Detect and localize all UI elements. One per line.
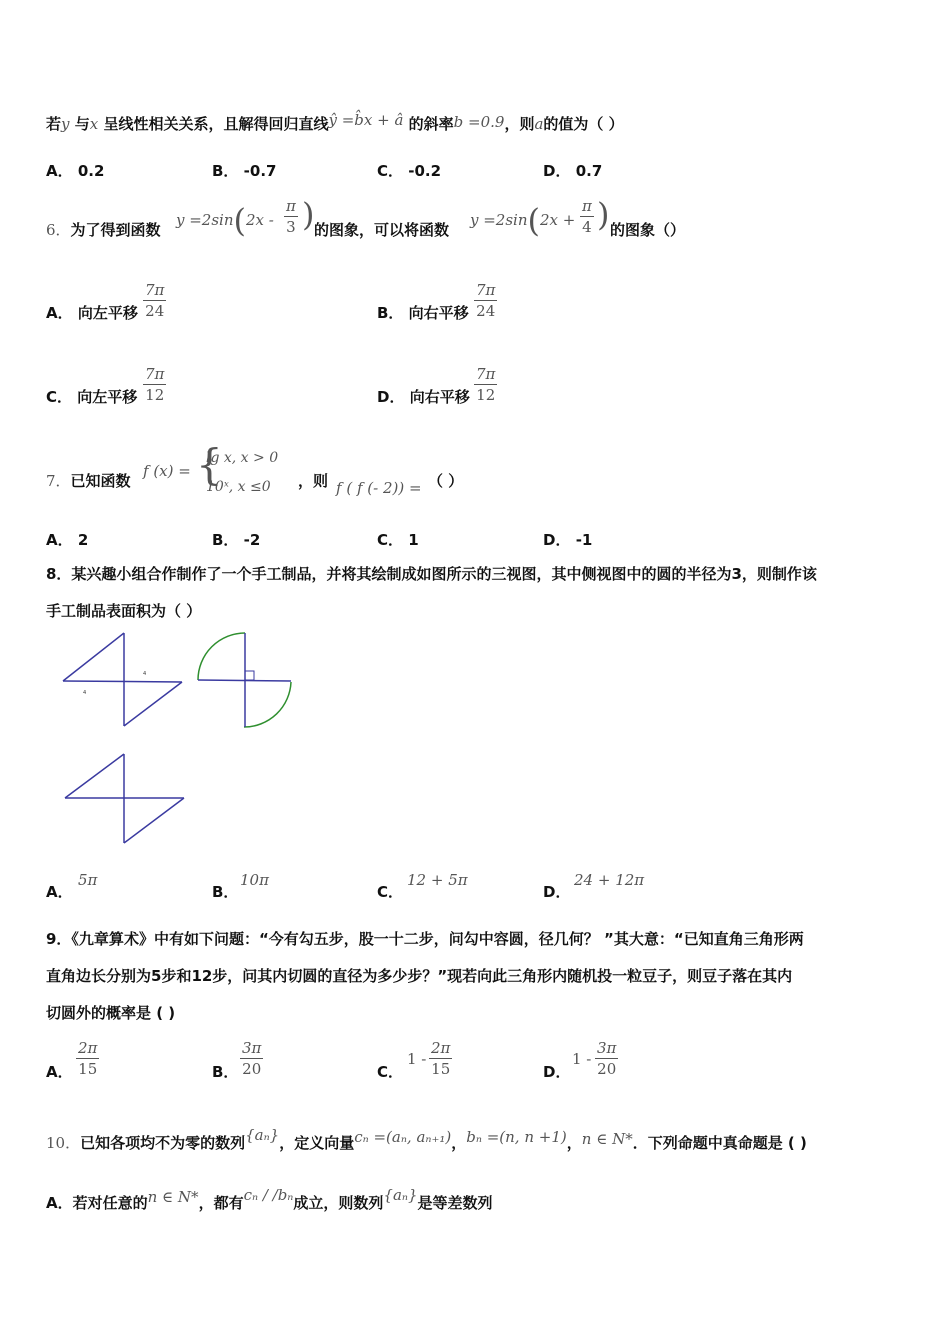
q6-option-a-fraction: $\frac{7\pi}{24}$ <box>145 281 165 320</box>
q5-text-4: 的斜率 <box>408 115 454 133</box>
q6-option-b-fraction: $\frac{7\pi}{24}$ <box>476 281 496 320</box>
q6-func1-fraction: $\frac{\pi}{3}$ <box>286 197 296 236</box>
q10-vector-c: cₙ =(aₙ, aₙ₊₁) <box>354 1128 452 1146</box>
q10-text-1: 已知各项均不为零的数列 <box>80 1134 246 1152</box>
q5-text-6: 的值为（ ） <box>543 115 624 133</box>
q7-expression: f ( f (- 2)) = <box>336 479 422 497</box>
q8-stem-line-2: 手工制品表面积为（ ） <box>46 602 202 620</box>
front-view <box>63 633 182 726</box>
q6-text-1: 为了得到函数 <box>70 221 161 239</box>
q9-stem-line-2: 直角边长分别为5步和12步，问其内切圆的直径为多少步？”现若向此三角形内随机投一粒豆子，则豆子落在其内 <box>46 967 793 985</box>
q8-option-a[interactable]: A． <box>46 883 73 901</box>
regression-equation: ŷ =b̂x + â <box>328 111 404 129</box>
q6-text-2: 的图象，可以将函数 <box>314 221 450 239</box>
top-view <box>65 754 184 843</box>
q9-option-d-prefix: 1 - <box>572 1050 592 1068</box>
q5-option-d[interactable]: D． 0.7 <box>543 162 603 180</box>
q7-text-2: ，则 <box>298 472 329 490</box>
q10-stem: 10．已知各项均不为零的数列{aₙ}，定义向量cₙ =(aₙ, aₙ₊₁)，bₙ =(n, n +1)，n ∈ N*．下列命题中真命题是 ( ) <box>46 1126 807 1152</box>
q7-option-a[interactable]: A． 2 <box>46 531 89 549</box>
q6-stem <box>46 220 161 240</box>
q6-func2-fraction: $\frac{\pi}{4}$ <box>582 197 592 236</box>
q5-option-a[interactable]: A． 0.2 <box>46 162 105 180</box>
q7-option-d[interactable]: D． -1 <box>543 531 593 549</box>
var-a: a <box>534 115 544 133</box>
q8-option-c-value: 12 + 5π <box>407 871 468 889</box>
q9-option-d[interactable]: D． <box>543 1063 571 1081</box>
q5-option-c[interactable]: C． -0.2 <box>377 162 442 180</box>
q10-text-3: ．下列命题中真命题是 ( ) <box>632 1134 807 1152</box>
q10-option-a[interactable]: A．若对任意的n ∈ N*，都有cₙ / /bₙ成立，则数列{aₙ}是等差数列 <box>46 1186 493 1212</box>
q5-text-3: 呈线性相关关系，且解得回归直线 <box>103 115 329 133</box>
q6-option-b[interactable]: B． 向右平移 <box>377 304 469 322</box>
q9-option-c-prefix: 1 - <box>407 1050 427 1068</box>
q8-option-a-value: 5π <box>78 871 98 889</box>
q7-option-b[interactable]: B． -2 <box>212 531 261 549</box>
q5-text-5: ，则 <box>504 115 535 133</box>
q5-text-1: 若 <box>46 115 62 133</box>
q6-option-d[interactable]: D． 向右平移 <box>377 388 470 406</box>
q5-text-2: 与 <box>74 115 90 133</box>
q7-number: 7． <box>46 472 71 490</box>
front-view-label-a: 4 <box>143 671 147 677</box>
q9-option-a[interactable]: A． <box>46 1063 73 1081</box>
q6-func2: y =2sin(2x + <box>470 201 576 240</box>
q6-option-d-fraction: $\frac{7\pi}{12}$ <box>476 365 496 404</box>
q7-stem <box>46 471 131 491</box>
q7-option-c[interactable]: C． 1 <box>377 531 419 549</box>
q10-option-a-condition: cₙ / /bₙ <box>243 1186 294 1204</box>
q10-option-a-sequence: {aₙ} <box>383 1186 418 1204</box>
q10-text-2: ，定义向量 <box>279 1134 355 1152</box>
var-x: x <box>89 115 99 133</box>
q7-text-3: （ ） <box>428 472 464 490</box>
q7-case-1: lg x, x > 0 <box>206 450 279 466</box>
q9-stem-line-1: 9．《九章算术》中有如下问题：“今有勾五步，股一十二步，问勾中容圆，径几何？ ”其大意：“已知直角三角形两 <box>46 930 804 948</box>
q10-vector-b: bₙ =(n, n +1) <box>466 1128 567 1146</box>
slope-value: b =0.9 <box>453 113 505 131</box>
q9-stem-line-3: 切圆外的概率是 ( ) <box>46 1004 176 1022</box>
q9-option-c[interactable]: C． <box>377 1063 404 1081</box>
q10-option-a-domain: n ∈ N* <box>147 1188 199 1206</box>
q6-number: 6． <box>46 221 71 239</box>
front-view-label-b: 4 <box>83 690 87 696</box>
q8-stem-line-1: 8．某兴趣小组合作制作了一个手工制品，并将其绘制成如图所示的三视图，其中侧视图中的圆的半径为3，则制作该 <box>46 565 817 583</box>
q9-option-b-fraction: $\frac{3\pi}{20}$ <box>242 1039 262 1078</box>
q8-option-b-value: 10π <box>240 871 269 889</box>
right-angle-marker <box>245 671 254 680</box>
q8-option-b[interactable]: B． <box>212 883 239 901</box>
q8-option-d[interactable]: D． <box>543 883 571 901</box>
q9-option-c-fraction: $\frac{2\pi}{15}$ <box>431 1039 451 1078</box>
q10-number: 10． <box>46 1134 81 1152</box>
q6-func1: y =2sin(2x - <box>176 201 274 240</box>
q7-text-1: 已知函数 <box>70 472 131 490</box>
side-view <box>198 633 291 727</box>
q9-option-b[interactable]: B． <box>212 1063 239 1081</box>
q6-text-3: 的图象（） <box>610 221 686 239</box>
var-y: y <box>61 115 70 133</box>
q10-sequence: {aₙ} <box>245 1126 280 1144</box>
q9-option-a-fraction: $\frac{2\pi}{15}$ <box>78 1039 98 1078</box>
q7-function: f (x) = <box>143 462 191 480</box>
q8-option-d-value: 24 + 12π <box>574 871 645 889</box>
q6-option-a[interactable]: A． 向左平移 <box>46 304 138 322</box>
three-view-figure <box>55 630 305 850</box>
q5-option-b[interactable]: B． -0.7 <box>212 162 277 180</box>
q8-option-c[interactable]: C． <box>377 883 404 901</box>
q7-case-2: 10ˣ, x ≤0 <box>206 479 271 495</box>
q6-option-c-fraction: $\frac{7\pi}{12}$ <box>145 365 165 404</box>
q10-domain: n ∈ N* <box>581 1130 633 1148</box>
q9-option-d-fraction: $\frac{3\pi}{20}$ <box>597 1039 617 1078</box>
q5-stem <box>46 111 624 134</box>
q6-option-c[interactable]: C． 向左平移 <box>46 388 138 406</box>
